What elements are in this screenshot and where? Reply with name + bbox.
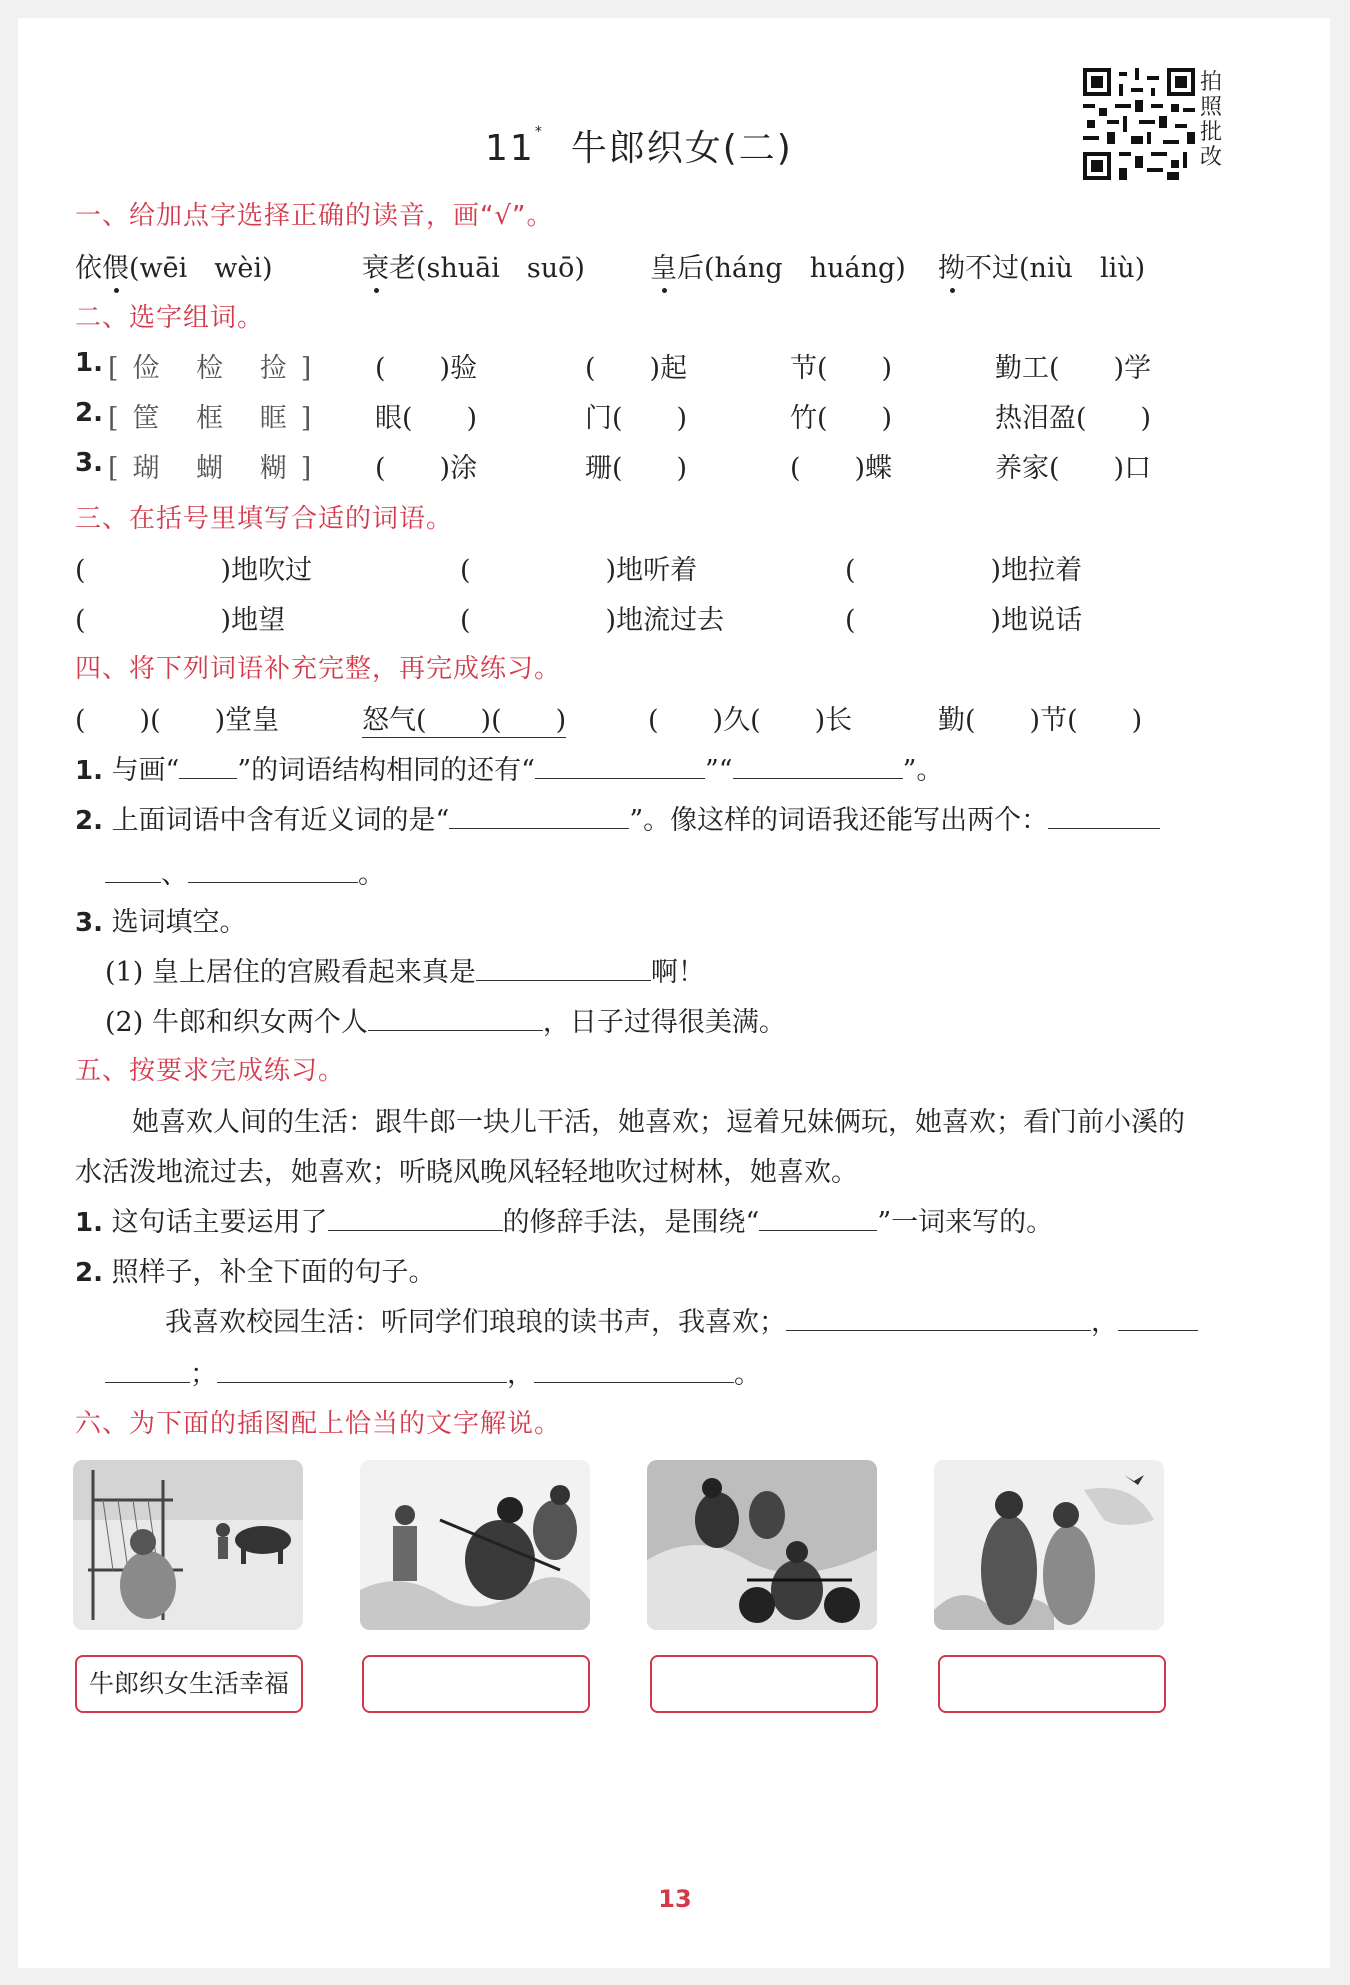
idiom-2-underlined[interactable]: 怒气( )( ) bbox=[362, 698, 566, 738]
answer-line[interactable] bbox=[1048, 802, 1160, 829]
blank-cell[interactable]: 养家( )口 bbox=[995, 453, 1152, 484]
section-3-heading: 三、在括号里填写合适的词语。 bbox=[75, 504, 454, 534]
pinyin-item-1[interactable]: 依偎(wēi wèi) bbox=[75, 253, 273, 284]
blank-cell[interactable]: ( )起 bbox=[585, 353, 688, 384]
answer-line[interactable] bbox=[105, 856, 161, 883]
row-number: 1. bbox=[75, 348, 103, 378]
idiom-4[interactable]: 勤( )节( ) bbox=[938, 705, 1143, 736]
pinyin-item-2[interactable]: 衰老(shuāi suō) bbox=[362, 253, 585, 284]
blank-cell[interactable]: 珊( ) bbox=[585, 453, 688, 484]
illustration-weaving-farming bbox=[73, 1460, 303, 1630]
answer-line[interactable] bbox=[786, 1304, 1091, 1331]
answer-line[interactable] bbox=[217, 1356, 507, 1383]
example-sentence-cont: ； ， 。 bbox=[105, 1352, 761, 1391]
blank-cell[interactable]: 竹( ) bbox=[790, 403, 893, 434]
question-4-1: 1. 与画“ ”的词语结构相同的还有“ ”“ ”。 bbox=[75, 748, 943, 787]
reading-paragraph-line-1: 她喜欢人间的生活：跟牛郎一块儿干活，她喜欢；逗着兄妹俩玩，她喜欢；看门前小溪的 bbox=[132, 1107, 1185, 1138]
section-6-heading: 六、为下面的插图配上恰当的文字解说。 bbox=[75, 1409, 562, 1439]
answer-line[interactable] bbox=[759, 1204, 877, 1231]
answer-line[interactable] bbox=[179, 752, 237, 779]
fill-phrase[interactable]: ( )地流过去 bbox=[460, 605, 725, 636]
section-5-heading: 五、按要求完成练习。 bbox=[75, 1056, 346, 1086]
illustration-chase-clouds bbox=[647, 1460, 877, 1630]
answer-line[interactable] bbox=[328, 1204, 503, 1231]
pinyin-item-4[interactable]: 拗不过(niù liù) bbox=[938, 253, 1146, 284]
blank-cell[interactable]: 门( ) bbox=[585, 403, 688, 434]
answer-line[interactable] bbox=[476, 954, 651, 981]
caption-box-1[interactable]: 牛郎织女生活幸福 bbox=[75, 1655, 303, 1713]
question-5-1: 1. 这句话主要运用了 的修辞手法，是围绕“ ”一词来写的。 bbox=[75, 1200, 1053, 1239]
blank-cell[interactable]: ( )涂 bbox=[375, 453, 478, 484]
illustration-heavenly-soldiers bbox=[360, 1460, 590, 1630]
char-group: [俭 检 捡] bbox=[108, 353, 326, 384]
idiom-1[interactable]: ( )( )堂皇 bbox=[75, 705, 280, 736]
answer-line[interactable] bbox=[534, 1356, 734, 1383]
question-5-2: 2. 照样子，补全下面的句子。 bbox=[75, 1257, 436, 1288]
fill-phrase[interactable]: ( )地说话 bbox=[845, 605, 1083, 636]
section-1-heading: 一、给加点字选择正确的读音，画“√”。 bbox=[75, 201, 554, 231]
caption-box-4[interactable] bbox=[938, 1655, 1166, 1713]
fill-phrase[interactable]: ( )地望 bbox=[75, 605, 286, 636]
char-group: [瑚 蝴 糊] bbox=[108, 453, 326, 484]
idiom-3[interactable]: ( )久( )长 bbox=[648, 705, 853, 736]
fill-phrase[interactable]: ( )地听着 bbox=[460, 555, 698, 586]
illustration-reunion bbox=[934, 1460, 1164, 1630]
example-sentence: 我喜欢校园生活：听同学们琅琅的读书声，我喜欢； ， bbox=[165, 1300, 1198, 1339]
section-4-heading: 四、将下列词语补充完整，再完成练习。 bbox=[75, 654, 562, 684]
pinyin-item-3[interactable]: 皇后(háng huáng) bbox=[650, 253, 906, 284]
question-4-2: 2. 上面词语中含有近义词的是“ ”。像这样的词语我还能写出两个： bbox=[75, 798, 1160, 837]
blank-cell[interactable]: 热泪盈( ) bbox=[995, 403, 1152, 434]
answer-line[interactable] bbox=[188, 856, 358, 883]
reading-paragraph-line-2: 水活泼地流过去，她喜欢；听晓风晚风轻轻地吹过树林，她喜欢。 bbox=[75, 1157, 858, 1188]
answer-line[interactable] bbox=[733, 752, 903, 779]
answer-line[interactable] bbox=[449, 802, 629, 829]
answer-line[interactable] bbox=[368, 1004, 543, 1031]
caption-box-3[interactable] bbox=[650, 1655, 878, 1713]
answer-line[interactable] bbox=[535, 752, 705, 779]
page-number: 13 bbox=[658, 1885, 692, 1913]
page-title: 11* 牛郎织女(二) bbox=[485, 124, 793, 169]
question-4-3-1: (1) 皇上居住的宫殿看起来真是 啊！ bbox=[105, 950, 705, 989]
blank-cell[interactable]: ( )蝶 bbox=[790, 453, 893, 484]
question-4-3: 3. 选词填空。 bbox=[75, 907, 247, 938]
section-2-heading: 二、选字组词。 bbox=[75, 303, 265, 333]
answer-line[interactable] bbox=[105, 1356, 190, 1383]
qr-code-icon[interactable] bbox=[1083, 68, 1195, 180]
row-number: 3. bbox=[75, 448, 103, 478]
answer-line[interactable] bbox=[1118, 1304, 1198, 1331]
qr-caption: 拍照批改 bbox=[1200, 70, 1223, 170]
row-number: 2. bbox=[75, 398, 103, 428]
blank-cell[interactable]: 节( ) bbox=[790, 353, 893, 384]
blank-cell[interactable]: 勤工( )学 bbox=[995, 353, 1152, 384]
blank-cell[interactable]: ( )验 bbox=[375, 353, 478, 384]
char-group: [筐 框 眶] bbox=[108, 403, 326, 434]
fill-phrase[interactable]: ( )地拉着 bbox=[845, 555, 1083, 586]
fill-phrase[interactable]: ( )地吹过 bbox=[75, 555, 313, 586]
question-4-3-2: (2) 牛郎和织女两个人 ，日子过得很美满。 bbox=[105, 1000, 786, 1039]
blank-cell[interactable]: 眼( ) bbox=[375, 403, 478, 434]
caption-box-2[interactable] bbox=[362, 1655, 590, 1713]
question-4-2-cont: 、 。 bbox=[105, 852, 385, 891]
